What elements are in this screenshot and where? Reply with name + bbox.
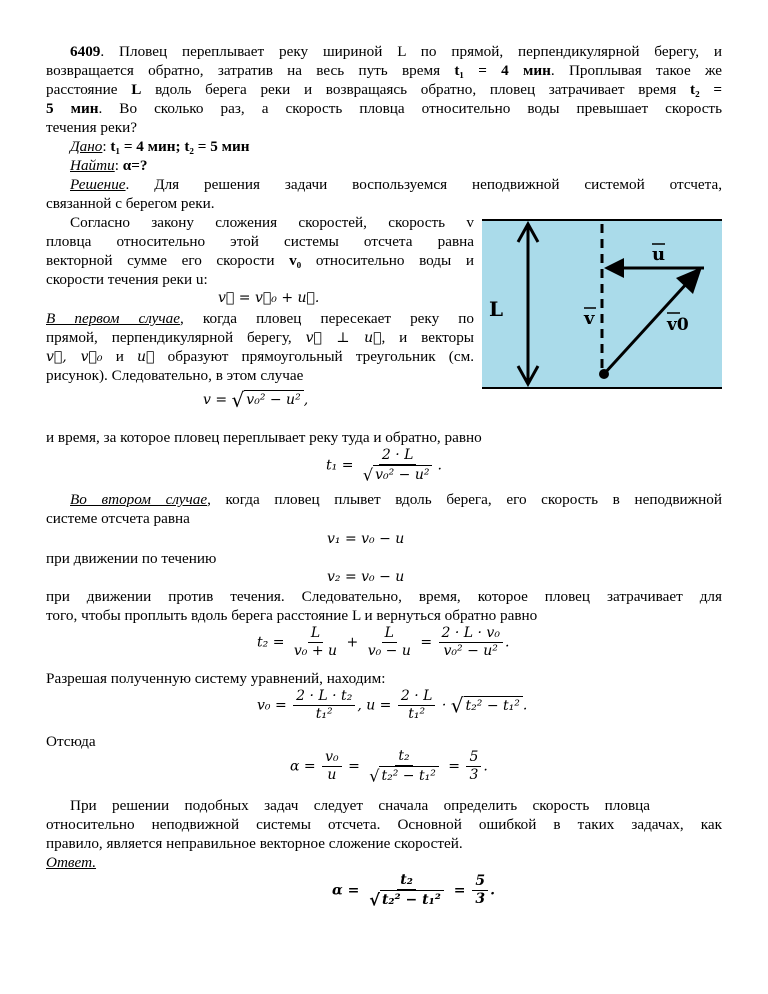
- sqrt-symbol: √: [231, 388, 245, 412]
- figure-label-v: v: [584, 308, 595, 329]
- figure-label-v0: v0: [667, 315, 689, 335]
- t2-formula: [257, 625, 509, 660]
- para2-text-3b: относительно воды и: [301, 252, 474, 269]
- figure-label-L: L: [489, 297, 504, 321]
- t2-f2-den: v₀ − u: [367, 643, 411, 659]
- case2-line-2: системе отсчета равна: [46, 510, 190, 527]
- u-dot: ·: [441, 697, 447, 714]
- given-line: [70, 138, 746, 156]
- case1-vectors: v⃗, v⃗₀: [46, 349, 103, 365]
- t1-lhs: t₁ =: [326, 457, 354, 474]
- case1-u-vector: u⃗: [137, 349, 155, 365]
- case1-line-2: [46, 329, 474, 347]
- perp-eq: v⃗ ⊥ u⃗: [305, 330, 382, 346]
- solution-line-2: связанной с берегом реки.: [46, 195, 215, 212]
- para2-v0: v₀: [289, 252, 302, 269]
- problem-text-3a: расстояние: [46, 81, 132, 98]
- problem-t2-value: 5 мин: [46, 100, 99, 117]
- case1-and: и: [102, 348, 138, 365]
- vector-sum-eq: v⃗ = v⃗₀ + u⃗.: [218, 290, 320, 306]
- problem-t2: t₂ =: [690, 81, 722, 98]
- solution-line-1: [70, 176, 722, 194]
- v-formula: [203, 388, 308, 412]
- problem-line-5: течения реки?: [46, 119, 137, 136]
- t1-formula: [326, 447, 442, 484]
- find-text: α=?: [122, 157, 148, 174]
- note-line-3: правило, является неправильное векторное сложение скоростей.: [46, 835, 463, 852]
- problem-line-2: [46, 62, 722, 80]
- v-lhs: v =: [203, 392, 228, 408]
- t2-f3-num: 2 · L · v₀: [439, 625, 503, 643]
- alpha-f1-den: u: [327, 767, 337, 783]
- t2-f3-den: v₀² − u²: [443, 643, 498, 659]
- alpha-fraction-3: [466, 749, 481, 784]
- note-line-1: При решении подобных задач следует сначала определить скорость пловца: [70, 797, 650, 814]
- t1-numerator: 2 · L: [379, 447, 417, 465]
- t2-f1-den: v₀ + u: [293, 643, 338, 659]
- case1-text-2a: прямой, перпендикулярной берегу,: [46, 329, 306, 346]
- figure-label-u: u: [652, 244, 666, 265]
- alpha-f3-den: 3: [469, 767, 479, 783]
- problem-text-2b: . Проплывая такое же: [550, 62, 722, 79]
- v0-den: t₁²: [315, 706, 333, 722]
- case1-line-3: [46, 348, 474, 366]
- para2-line-1: Согласно закону сложения скоростей, скорость v: [70, 214, 474, 231]
- t2-lhs: t₂ =: [257, 634, 285, 651]
- t2-fraction-3: [439, 625, 503, 660]
- answer-fraction: [366, 872, 447, 909]
- answer-d: 3: [475, 891, 486, 907]
- problem-line-1: [46, 43, 722, 61]
- u-num: 2 · L: [398, 688, 436, 706]
- u-radicand: t₂² − t₁²: [464, 696, 523, 714]
- t1-denominator: √ v₀² − u²: [360, 465, 436, 484]
- case1-label: В первом случае: [46, 310, 180, 327]
- upstream-line-2: того, чтобы проплыть вдоль берега расстояние L и вернуться обратно равно: [46, 607, 538, 624]
- note-line-2: относительно неподвижной системы отсчета. Основной ошибкой в таких задачах, как: [46, 816, 722, 833]
- answer-n: 5: [472, 873, 488, 891]
- v0-u-formula: [257, 688, 527, 723]
- alpha-tail: .: [483, 758, 488, 775]
- t1-radicand: v₀² − u²: [373, 465, 432, 483]
- u-sqrt-symbol: √: [450, 693, 464, 718]
- v2-eq: v₂ = v₀ − u: [327, 569, 405, 585]
- v-radicand: v₀² − u²: [244, 390, 303, 408]
- upstream-line-1: при движении против течения. Следовательно, время, которое пловец затрачивает для: [46, 588, 722, 605]
- alpha-f1-num: v₀: [322, 749, 342, 767]
- case2-text-1: , когда пловец плывет вдоль берега, его скорость в неподвижной: [207, 491, 722, 508]
- case2-line-1: [70, 491, 722, 509]
- u-den: t₁²: [408, 706, 426, 722]
- u-tail: .: [522, 697, 528, 714]
- v1-eq: v₁ = v₀ − u: [327, 531, 405, 547]
- v0-lhs: v₀ =: [257, 697, 287, 714]
- t2-fraction-2: [365, 625, 414, 660]
- t2-f2-num: L: [382, 625, 397, 643]
- para2-line-3: [46, 252, 474, 270]
- answer-fraction-2: [472, 873, 488, 908]
- case1-text-3b: образуют прямоугольный треугольник (см.: [154, 348, 474, 365]
- find-line: [70, 157, 746, 175]
- case1-text-2b: , и векторы: [381, 329, 475, 346]
- alpha-fraction-1: [322, 749, 342, 784]
- answer-den: √ t₂² − t₁²: [366, 890, 447, 909]
- hence-text: Отсюда: [46, 733, 96, 750]
- alpha-eq-2: =: [448, 758, 460, 775]
- given-label: Дано: [70, 138, 103, 155]
- swimmer-start-point: [599, 369, 609, 379]
- alpha-formula: [290, 748, 488, 785]
- problem-t1: t₁ = 4 мин: [454, 62, 551, 79]
- alpha-f2-den: √ t₂² − t₁²: [366, 766, 442, 785]
- t2-plus: +: [346, 634, 359, 651]
- alpha-f3-num: 5: [466, 749, 481, 767]
- solution-text-1: . Для решения задачи воспользуемся неподвижной системой отсчета,: [125, 176, 722, 193]
- alpha-lhs: α =: [290, 758, 316, 775]
- t2-fraction-1: [291, 625, 340, 660]
- given-sep: :: [102, 138, 111, 155]
- problem-text-4: . Во сколько раз, а скорость пловца относительно воды превышает скорость: [98, 100, 722, 117]
- t2-equals: =: [420, 634, 433, 651]
- problem-text-2a: возвращается обратно, затратив на весь путь время: [46, 62, 455, 79]
- find-sep: :: [114, 157, 123, 174]
- u-fraction: [398, 688, 436, 723]
- alpha-eq-1: =: [348, 758, 360, 775]
- find-label: Найти: [70, 157, 115, 174]
- problem-line-4: [46, 100, 722, 118]
- para2-text-3a: векторной сумме его скорости: [46, 252, 290, 269]
- t1-intro: и время, за которое пловец переплывает реку туда и обратно, равно: [46, 429, 482, 446]
- alpha-f2-radicand: t₂² − t₁²: [379, 766, 438, 784]
- river-figure: [482, 212, 722, 394]
- alpha-f2-num: t₂: [395, 748, 412, 766]
- para2-line-4: скорости течения реки u:: [46, 271, 208, 288]
- problem-text-3b: вдоль берега реки и возвращаясь обратно, пловец затрачивает время: [141, 81, 691, 98]
- problem-number: 6409: [70, 43, 101, 60]
- v-tail: ,: [303, 392, 309, 408]
- answer-num: t₂: [397, 872, 416, 890]
- answer-equals: =: [453, 882, 466, 899]
- case1-line-4: рисунок). Следовательно, в этом случае: [46, 367, 304, 384]
- answer-lhs: α =: [332, 882, 360, 899]
- v0-num: 2 · L · t₂: [293, 688, 355, 706]
- solution-label: Решение: [70, 176, 126, 193]
- t2-f1-num: L: [308, 625, 323, 643]
- t2-tail: .: [504, 634, 510, 651]
- problem-L: L: [131, 81, 142, 98]
- problem-line-3: [46, 81, 722, 99]
- downstream-text: при движении по течению: [46, 550, 217, 567]
- answer-tail: .: [490, 882, 495, 899]
- t1-fraction: [360, 447, 436, 484]
- v0-fraction: [293, 688, 355, 723]
- case2-label: Во втором случае: [70, 491, 208, 508]
- alpha-fraction-2: [366, 748, 442, 785]
- answer-formula: [332, 872, 495, 909]
- case1-text-1: , когда пловец пересекает реку по: [179, 310, 474, 327]
- t1-tail: .: [437, 457, 442, 474]
- answer-radicand: t₂² − t₁²: [380, 890, 444, 908]
- u-lhs: , u =: [357, 697, 392, 714]
- solve-text: Разрешая полученную систему уравнений, находим:: [46, 670, 386, 687]
- para2-line-2: пловца относительно этой системы отсчета равна: [46, 233, 474, 250]
- case1-line-1: [46, 310, 474, 328]
- answer-label: Ответ.: [46, 854, 97, 871]
- problem-text-1: . Пловец переплывает реку шириной L по прямой, перпендикулярной берегу, и: [100, 43, 722, 60]
- given-text: t₁ = 4 мин; t₂ = 5 мин: [110, 138, 250, 155]
